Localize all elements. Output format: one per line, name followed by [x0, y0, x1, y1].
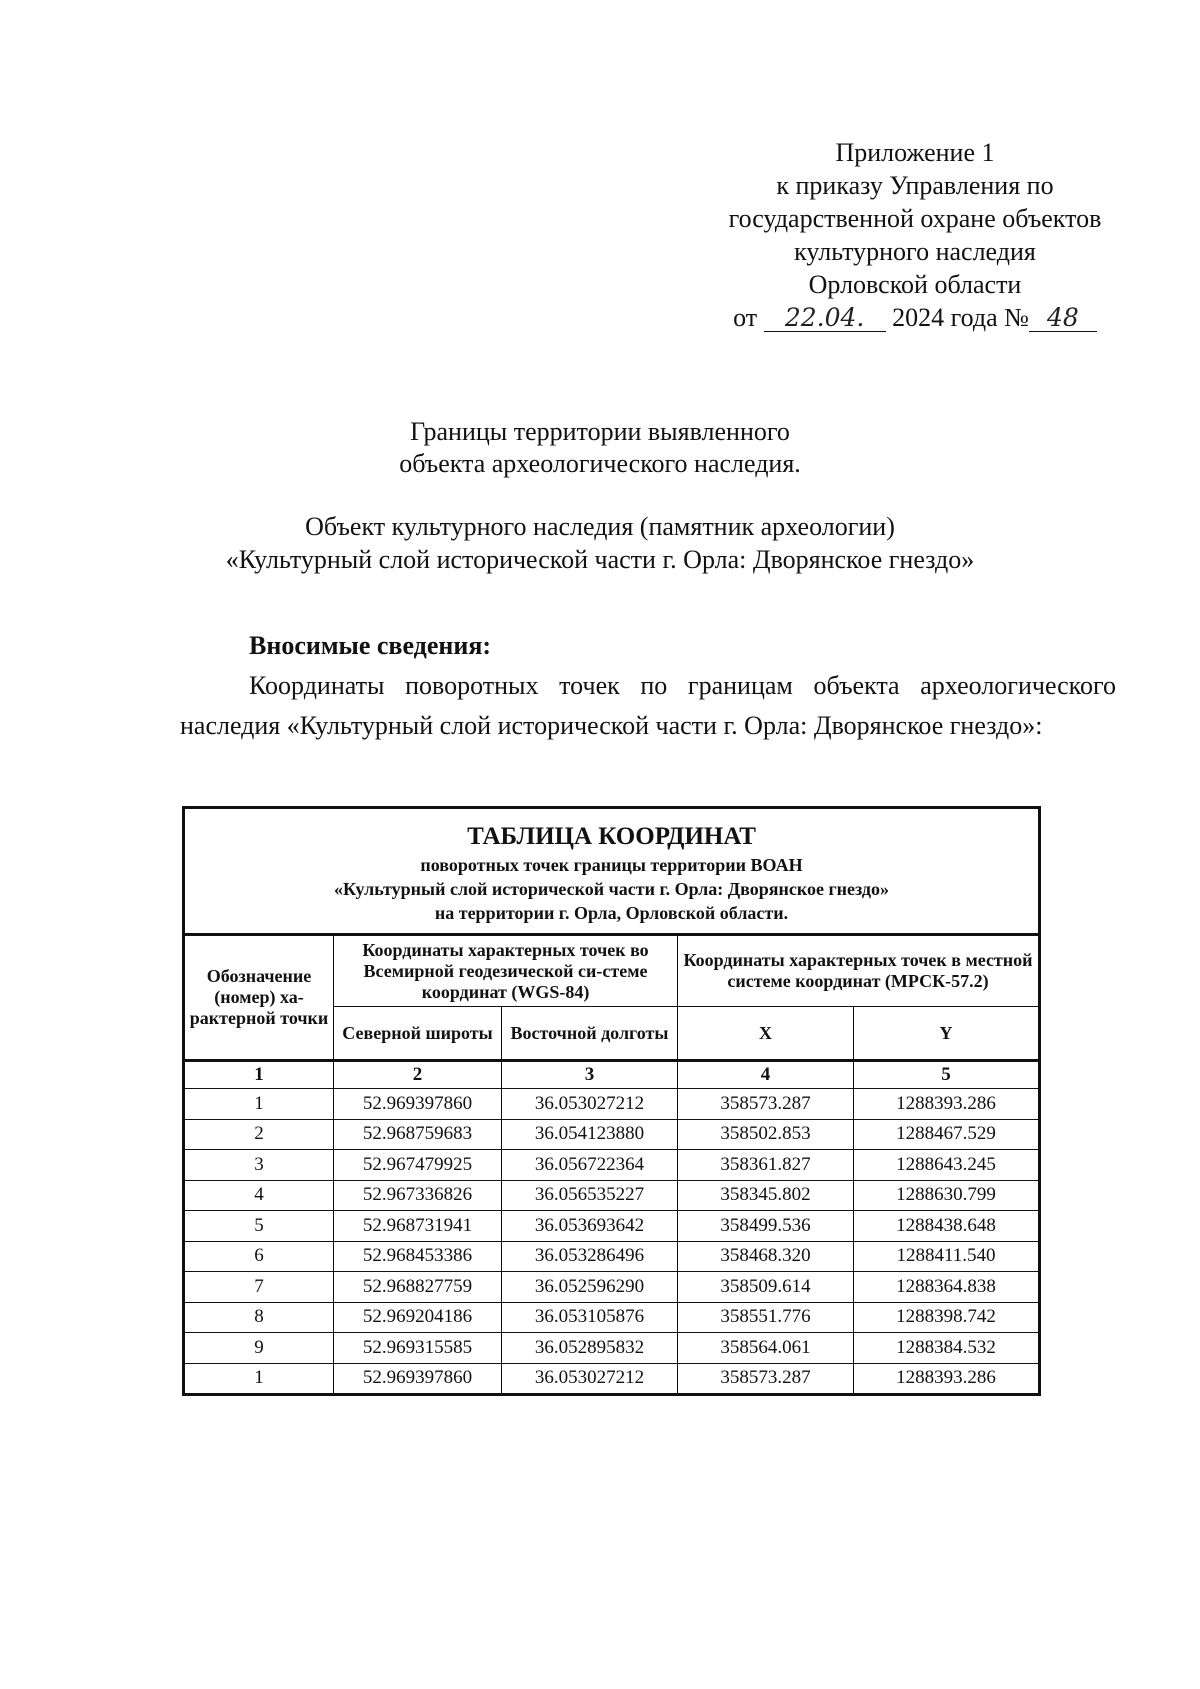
table-row: [184, 1211, 1040, 1242]
table-subtitle: поворотных точек границы территории ВОАН: [420, 855, 803, 875]
table-row: [184, 1180, 1040, 1211]
latitude-cell: 52.969204186: [334, 1302, 502, 1333]
latitude-cell: 52.967336826: [334, 1180, 502, 1211]
latitude-cell: 52.968759683: [334, 1119, 502, 1150]
longitude-cell: 36.053286496: [502, 1241, 678, 1272]
table-caption: [184, 808, 1040, 935]
point-number: 1: [184, 1363, 334, 1395]
y-cell: 1288384.532: [854, 1333, 1040, 1364]
title-line: объекта археологического наследия.: [399, 449, 801, 478]
point-number: 3: [184, 1150, 334, 1181]
date-prefix: от: [733, 303, 758, 332]
object-line: Объект культурного наследия (памятник археологии): [305, 512, 895, 541]
section-heading: Вносимые сведения:: [249, 631, 492, 660]
longitude-cell: 36.056722364: [502, 1150, 678, 1181]
point-number: 6: [184, 1241, 334, 1272]
latitude-cell: 52.969397860: [334, 1089, 502, 1120]
latitude-cell: 52.968731941: [334, 1211, 502, 1242]
object-name: [0, 510, 1200, 576]
document-title: [0, 416, 1200, 480]
longitude-cell: 36.053027212: [502, 1089, 678, 1120]
appendix-block: [700, 136, 1130, 334]
x-cell: 358468.320: [678, 1241, 854, 1272]
y-cell: 1288364.838: [854, 1272, 1040, 1303]
point-number: 7: [184, 1272, 334, 1303]
longitude-cell: 36.053105876: [502, 1302, 678, 1333]
appendix-line: Орловской области: [808, 270, 1022, 299]
longitude-cell: 36.053027212: [502, 1363, 678, 1395]
intro-paragraph: Координаты поворотных точек по границам объекта археологического наследия «Культурный слой исторической части г. Орла: Дворянское гнездо»:: [180, 671, 1116, 740]
coordinates-table: [182, 806, 1041, 1396]
header-wgs84-group: Координаты характерных точек во Всемирной геодезической си-стеме координат (WGS-84): [334, 935, 678, 1007]
column-number: 2: [334, 1061, 502, 1089]
table-row: [184, 1089, 1040, 1120]
latitude-cell: 52.968827759: [334, 1272, 502, 1303]
x-cell: 358499.536: [678, 1211, 854, 1242]
object-line: «Культурный слой исторической части г. Орла: Дворянское гнездо»: [225, 545, 975, 574]
header-y: Y: [854, 1007, 1040, 1061]
table-row: [184, 1119, 1040, 1150]
y-cell: 1288393.286: [854, 1363, 1040, 1395]
title-line: Границы территории выявленного: [410, 417, 790, 446]
header-point-designation: Обозначение (номер) ха-рактерной точки: [184, 935, 334, 1061]
table-row: [184, 1333, 1040, 1364]
table-title: ТАБЛИЦА КООРДИНАТ: [467, 823, 756, 850]
order-date-line: [700, 301, 1130, 334]
table-subtitle: «Культурный слой исторической части г. Орла: Дворянское гнездо»: [333, 879, 890, 899]
x-cell: 358551.776: [678, 1302, 854, 1333]
point-number: 4: [184, 1180, 334, 1211]
longitude-cell: 36.052596290: [502, 1272, 678, 1303]
column-number: 1: [184, 1061, 334, 1089]
handwritten-order-number: 48: [1029, 305, 1097, 332]
appendix-line: культурного наследия: [794, 237, 1036, 266]
column-number: 4: [678, 1061, 854, 1089]
longitude-cell: 36.056535227: [502, 1180, 678, 1211]
appendix-line: Приложение 1: [835, 138, 995, 167]
x-cell: 358502.853: [678, 1119, 854, 1150]
column-number: 5: [854, 1061, 1040, 1089]
point-number: 5: [184, 1211, 334, 1242]
point-number: 9: [184, 1333, 334, 1364]
header-latitude: Северной широты: [334, 1007, 502, 1061]
table-row: [184, 1241, 1040, 1272]
latitude-cell: 52.967479925: [334, 1150, 502, 1181]
table-row: [184, 1150, 1040, 1181]
latitude-cell: 52.969315585: [334, 1333, 502, 1364]
latitude-cell: 52.968453386: [334, 1241, 502, 1272]
longitude-cell: 36.053693642: [502, 1211, 678, 1242]
x-cell: 358573.287: [678, 1089, 854, 1120]
y-cell: 1288398.742: [854, 1302, 1040, 1333]
header-longitude: Восточной долготы: [502, 1007, 678, 1061]
table-subtitle: на территории г. Орла, Орловской области.: [434, 903, 789, 923]
handwritten-date: 22.04.: [764, 305, 886, 332]
point-number: 2: [184, 1119, 334, 1150]
table-row: [184, 1272, 1040, 1303]
x-cell: 358509.614: [678, 1272, 854, 1303]
y-cell: 1288630.799: [854, 1180, 1040, 1211]
y-cell: 1288643.245: [854, 1150, 1040, 1181]
point-number: 8: [184, 1302, 334, 1333]
y-cell: 1288411.540: [854, 1241, 1040, 1272]
table-row: [184, 1302, 1040, 1333]
x-cell: 358345.802: [678, 1180, 854, 1211]
table-row: [184, 1363, 1040, 1395]
header-local-system-group: Координаты характерных точек в местной системе координат (МРСК-57.2): [678, 935, 1040, 1007]
appendix-line: государственной охране объектов: [728, 204, 1102, 233]
latitude-cell: 52.969397860: [334, 1363, 502, 1395]
y-cell: 1288438.648: [854, 1211, 1040, 1242]
column-number: 3: [502, 1061, 678, 1089]
y-cell: 1288467.529: [854, 1119, 1040, 1150]
appendix-line: к приказу Управления по: [776, 171, 1054, 200]
x-cell: 358564.061: [678, 1333, 854, 1364]
longitude-cell: 36.054123880: [502, 1119, 678, 1150]
column-number-row: [184, 1061, 1040, 1089]
year-text: 2024 года №: [892, 303, 1029, 332]
header-x: X: [678, 1007, 854, 1061]
longitude-cell: 36.052895832: [502, 1333, 678, 1364]
x-cell: 358361.827: [678, 1150, 854, 1181]
y-cell: 1288393.286: [854, 1089, 1040, 1120]
x-cell: 358573.287: [678, 1363, 854, 1395]
point-number: 1: [184, 1089, 334, 1120]
